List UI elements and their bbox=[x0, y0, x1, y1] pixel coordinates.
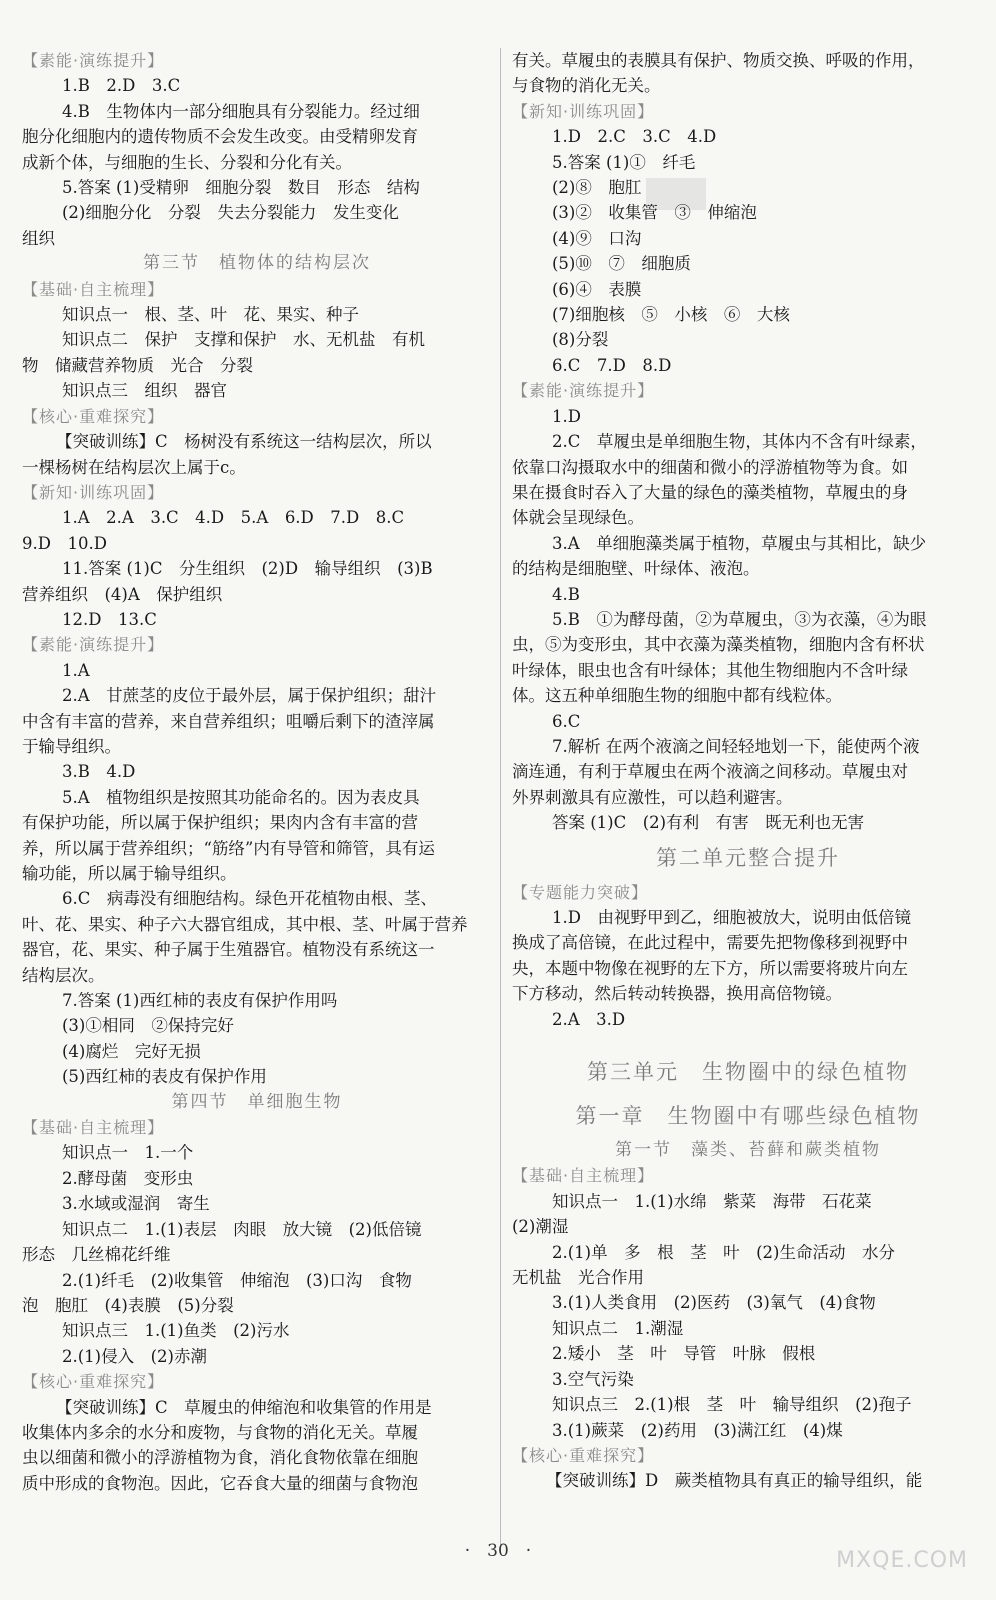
text-line: (5)西红柿的表皮有保护作用 bbox=[62, 1067, 267, 1087]
text-line: 5.A 植物组织是按照其功能命名的。因为表皮具 bbox=[62, 787, 420, 807]
text-line: 3.(1)蕨菜 (2)药用 (3)满江红 (4)煤 bbox=[552, 1420, 843, 1440]
text-line: 9.D 10.D bbox=[22, 533, 107, 553]
text-line: 【突破训练】C 草履虫的伸缩泡和收集管的作用是 bbox=[56, 1397, 432, 1417]
text-line: 2.酵母菌 变形虫 bbox=[62, 1168, 194, 1188]
text-line: (2)潮湿 bbox=[512, 1217, 569, 1237]
text-line: 7.解析 在两个液滴之间轻轻地划一下，能使两个液 bbox=[552, 736, 920, 756]
text-line: 虫，⑤为变形虫，其中衣藻为藻类植物，细胞内含有杯状 bbox=[512, 635, 925, 655]
text-line: 4.B 生物体内一部分细胞具有分裂能力。经过细 bbox=[62, 101, 420, 121]
text-line: 2.(1)纤毛 (2)收集管 伸缩泡 (3)口沟 食物 bbox=[62, 1270, 412, 1290]
text-line: 5.答案 (1)① 纤毛 bbox=[552, 152, 696, 172]
text-line: 养，所以属于营养组织；“筋络”内有导管和筛管，具有运 bbox=[22, 838, 435, 858]
text-line: 知识点一 1.(1)水绵 紫菜 海带 石花菜 bbox=[552, 1191, 872, 1211]
text-line: 知识点三 1.(1)鱼类 (2)污水 bbox=[62, 1321, 290, 1341]
text-line: 3.A 单细胞藻类属于植物，草履虫与其相比，缺少 bbox=[552, 533, 927, 553]
text-line: 11.答案 (1)C 分生组织 (2)D 输导组织 (3)B bbox=[62, 559, 433, 579]
text-line: (8)分裂 bbox=[552, 330, 609, 350]
text-line: 2.(1)单 多 根 茎 叶 (2)生命活动 水分 bbox=[552, 1242, 895, 1262]
text-line: 一棵杨树在结构层次上属于c。 bbox=[22, 457, 246, 477]
section-tag: 【素能·演练提升】 bbox=[512, 381, 655, 401]
text-line: 1.A bbox=[62, 660, 90, 680]
column-divider bbox=[500, 48, 501, 1548]
section-heading: 第三单元 生物圈中的绿色植物 bbox=[587, 1060, 909, 1085]
text-line: 5.答案 (1)受精卵 细胞分裂 数目 形态 结构 bbox=[62, 178, 420, 198]
section-tag: 【素能·演练提升】 bbox=[22, 51, 165, 70]
page-number: · 30 · bbox=[464, 1541, 532, 1561]
section-tag: 【核心·重难探究】 bbox=[512, 1445, 655, 1465]
text-line: 物 储藏营养物质 光合 分裂 bbox=[22, 355, 253, 375]
text-line: 胞分化细胞内的遗传物质不会发生改变。由受精卵发育 bbox=[22, 127, 418, 147]
text-line: 叶、花、果实、种子六大器官组成，其中根、茎、叶属于营养 bbox=[22, 914, 468, 934]
text-line: (3)② 收集管 ③ 伸缩泡 bbox=[552, 203, 757, 223]
text-line: 果在摄食时吞入了大量的绿色的藻类植物，草履虫的身 bbox=[512, 482, 908, 502]
text-line: 收集体内多余的水分和废物，与食物的消化无关。草履 bbox=[22, 1422, 418, 1442]
text-line: 知识点一 1.一个 bbox=[62, 1143, 194, 1163]
text-line: 依靠口沟摄取水中的细菌和微小的浮游植物等为食。如 bbox=[512, 457, 908, 477]
right-column bbox=[512, 48, 984, 1494]
text-line: 2.C 草履虫是单细胞生物，其体内不含有叶绿素， bbox=[552, 432, 927, 452]
text-line: 下方移动，然后转动转换器，换用高倍物镜。 bbox=[512, 984, 842, 1004]
section-tag: 【新知·训练巩固】 bbox=[22, 482, 165, 502]
text-line: (7)细胞核 ⑤ 小核 ⑥ 大核 bbox=[552, 305, 790, 325]
section-tag: 【核心·重难探究】 bbox=[22, 1372, 165, 1392]
section-tag: 【基础·自主梳理】 bbox=[22, 279, 165, 299]
section-tag: 【素能·演练提升】 bbox=[22, 635, 165, 655]
text-line: (4)⑨ 口沟 bbox=[552, 228, 642, 248]
text-line: 2.A 3.D bbox=[552, 1009, 626, 1029]
text-line: 知识点三 组织 器官 bbox=[62, 381, 227, 401]
text-line: 1.D 2.C 3.C 4.D bbox=[552, 127, 717, 147]
text-line: 结构层次。 bbox=[22, 965, 105, 985]
text-line: 输功能，所以属于输导组织。 bbox=[22, 864, 237, 883]
text-line: 器官，花、果实、种子属于生殖器官。植物没有系统这一 bbox=[22, 940, 435, 960]
text-line: (2)⑧ 胞肛 bbox=[552, 178, 642, 198]
text-line: 无机盐 光合作用 bbox=[512, 1268, 644, 1288]
text-line: 3.空气污染 bbox=[552, 1369, 634, 1389]
text-line: 形态 几丝棉花纤维 bbox=[22, 1245, 171, 1265]
left-column bbox=[22, 48, 492, 1496]
text-line: 3.B 4.D bbox=[62, 762, 136, 782]
text-line: 知识点二 1.(1)表层 肉眼 放大镜 (2)低倍镜 bbox=[62, 1219, 422, 1239]
text-line: 与食物的消化无关。 bbox=[512, 76, 661, 96]
text-line: 泡 胞肛 (4)表膜 (5)分裂 bbox=[22, 1295, 234, 1315]
text-line: 3.(1)人类食用 (2)医药 (3)氧气 (4)食物 bbox=[552, 1293, 876, 1313]
section-heading: 第一章 生物圈中有哪些绿色植物 bbox=[575, 1104, 921, 1129]
section-heading: 第三节 植物体的结构层次 bbox=[143, 253, 371, 274]
text-line: 知识点三 2.(1)根 茎 叶 输导组织 (2)孢子 bbox=[552, 1395, 912, 1415]
text-line: (4)腐烂 完好无损 bbox=[62, 1041, 201, 1061]
text-line: 6.C 7.D 8.D bbox=[552, 355, 672, 375]
text-line: 成新个体，与细胞的生长、分裂和分化有关。 bbox=[22, 152, 352, 172]
text-line: 质中形成的食物泡。因此，它吞食大量的细菌与食物泡 bbox=[22, 1473, 418, 1493]
text-line: 1.D bbox=[552, 406, 581, 426]
text-line: 知识点二 保护 支撑和保护 水、无机盐 有机 bbox=[62, 330, 425, 350]
section-tag: 【专题能力突破】 bbox=[512, 882, 649, 902]
text-line: 虫以细菌和微小的浮游植物为食，消化食物依靠在细胞 bbox=[22, 1448, 418, 1468]
text-line: 有保护功能，所以属于保护组织；果肉内含有丰富的营 bbox=[22, 813, 418, 833]
text-line: 1.A 2.A 3.C 4.D 5.A 6.D 7.D 8.C bbox=[62, 508, 405, 528]
text-line: 中含有丰富的营养，来自营养组织；咀嚼后剩下的渣滓属 bbox=[22, 711, 435, 731]
text-line: 3.水域或湿润 寄生 bbox=[62, 1194, 210, 1214]
text-line: 7.答案 (1)西红柿的表皮有保护作用吗 bbox=[62, 991, 338, 1011]
section-heading: 第二单元整合提升 bbox=[656, 845, 840, 870]
text-line: 1.D 由视野甲到乙，细胞被放大，说明由低倍镜 bbox=[552, 908, 911, 927]
text-line: 体就会呈现绿色。 bbox=[512, 508, 644, 528]
text-line: 6.C 病毒没有细胞结构。绿色开花植物由根、茎、 bbox=[62, 889, 437, 909]
section-tag: 【核心·重难探究】 bbox=[22, 406, 165, 426]
spacer bbox=[512, 1032, 984, 1050]
text-line: (3)①相同 ②保持完好 bbox=[62, 1016, 234, 1036]
text-line: 营养组织 (4)A 保护组织 bbox=[22, 584, 223, 604]
text-line: 换成了高倍镜，在此过程中，需要先把物像移到视野中 bbox=[512, 933, 908, 953]
section-tag: 【新知·训练巩固】 bbox=[512, 101, 655, 121]
text-line: (6)④ 表膜 bbox=[552, 279, 642, 299]
text-line: 的结构是细胞壁、叶绿体、液泡。 bbox=[512, 559, 760, 579]
text-line: 答案 (1)C (2)有利 有害 既无利也无害 bbox=[552, 813, 865, 833]
section-heading: 第一节 藻类、苔藓和蕨类植物 bbox=[615, 1140, 881, 1161]
text-line: 【突破训练】C 杨树没有系统这一结构层次，所以 bbox=[56, 432, 432, 452]
text-line: (5)⑩ ⑦ 细胞质 bbox=[552, 254, 691, 274]
section-heading: 第四节 单细胞生物 bbox=[171, 1091, 343, 1112]
text-line: 2.A 甘蔗茎的皮位于最外层，属于保护组织；甜汁 bbox=[62, 686, 437, 706]
text-line: 6.C bbox=[552, 711, 581, 731]
text-line: (2)细胞分化 分裂 失去分裂能力 发生变化 bbox=[62, 203, 399, 223]
text-line: 组织 bbox=[22, 228, 55, 248]
text-line: 有关。草履虫的表膜具有保护、物质交换、呼吸的作用， bbox=[512, 51, 925, 70]
text-line: 央，本题中物像在视野的左下方，所以需要将玻片向左 bbox=[512, 958, 908, 978]
text-line: 外界刺激具有应激性，可以趋利避害。 bbox=[512, 787, 793, 807]
text-line: 知识点一 根、茎、叶 花、果实、种子 bbox=[62, 305, 359, 325]
section-tag: 【基础·自主梳理】 bbox=[512, 1166, 655, 1186]
text-line: 12.D 13.C bbox=[62, 609, 157, 629]
text-line: 1.B 2.D 3.C bbox=[62, 76, 181, 96]
text-line: 2.矮小 茎 叶 导管 叶脉 假根 bbox=[552, 1344, 816, 1364]
text-line: 体。这五种单细胞生物的细胞中都有线粒体。 bbox=[512, 686, 842, 706]
text-line: 叶绿体，眼虫也含有叶绿体；其他生物细胞内不含叶绿 bbox=[512, 660, 908, 680]
text-line: 5.B ①为酵母菌，②为草履虫，③为衣藻，④为眼 bbox=[552, 609, 927, 629]
text-line: 于输导组织。 bbox=[22, 736, 121, 756]
text-line: 知识点二 1.潮湿 bbox=[552, 1318, 684, 1338]
text-line: 【突破训练】D 蕨类植物具有真正的输导组织，能 bbox=[546, 1471, 923, 1491]
text-line: 4.B bbox=[552, 584, 580, 604]
section-tag: 【基础·自主梳理】 bbox=[22, 1118, 165, 1138]
text-line: 2.(1)侵入 (2)赤潮 bbox=[62, 1346, 207, 1366]
text-line: 滴连通，有利于草履虫在两个液滴之间移动。草履虫对 bbox=[512, 762, 908, 782]
watermark: MXQE.COM bbox=[836, 1548, 968, 1573]
